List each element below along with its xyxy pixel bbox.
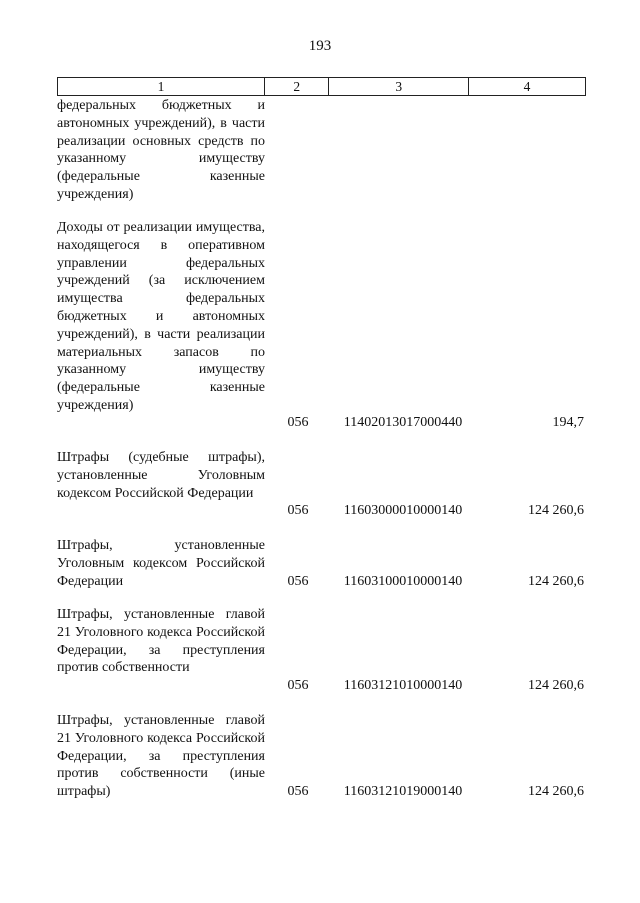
table-row [0,712,640,801]
header-col-3: 3 [329,78,469,96]
row-description: Штрафы, установленные главой 21 Уголовного кодекса Российской Федерации, за преступления против собственности (иные штрафы) [57,713,265,800]
row-kbk-code: 11603000010000140 [343,503,463,519]
table-header [57,77,586,96]
row-description: Штрафы, установленные главой 21 Уголовного кодекса Российской Федерации, за преступления против собственности [57,607,265,676]
row-amount: 124 260,6 [528,784,584,800]
table-row [0,537,640,591]
row-amount: 194,7 [552,415,584,431]
row-amount: 124 260,6 [528,678,584,694]
row-amount: 124 260,6 [528,503,584,519]
header-col-4: 4 [469,78,586,96]
row-kbk-code: 11603121010000140 [343,678,463,694]
row-admin-code: 056 [287,415,309,431]
row-kbk-code: 11603100010000140 [343,574,463,590]
row-description: Доходы от реализации имущества, находящегося в оперативном управлении федеральных учреждений (за исключением имущества федеральных бюджетных и автономных учреждений), в части реализации материальных запасов по указанному имуществу (федеральные казенные учреждения) [57,220,265,413]
row-admin-code: 056 [287,574,309,590]
header-col-2: 2 [264,78,328,96]
page-number: 193 [308,38,332,54]
table-row [0,606,640,695]
row-admin-code: 056 [287,784,309,800]
row-amount: 124 260,6 [528,574,584,590]
row-description: Штрафы (судебные штрафы), установленные Уголовным кодексом Российской Федерации [57,450,265,501]
table-row [0,97,640,203]
table-row [0,449,640,520]
row-description: федеральных бюджетных и автономных учреждений), в части реализации основных средств по указанному имуществу (федеральные казенные учреждения) [57,98,265,202]
header-col-1: 1 [58,78,265,96]
row-admin-code: 056 [287,503,309,519]
row-description: Штрафы, установленные Уголовным кодексом Российской Федерации [57,538,265,589]
row-admin-code: 056 [287,678,309,694]
table-row [0,219,640,432]
row-kbk-code: 11402013017000440 [343,415,463,431]
row-kbk-code: 11603121019000140 [343,784,463,800]
